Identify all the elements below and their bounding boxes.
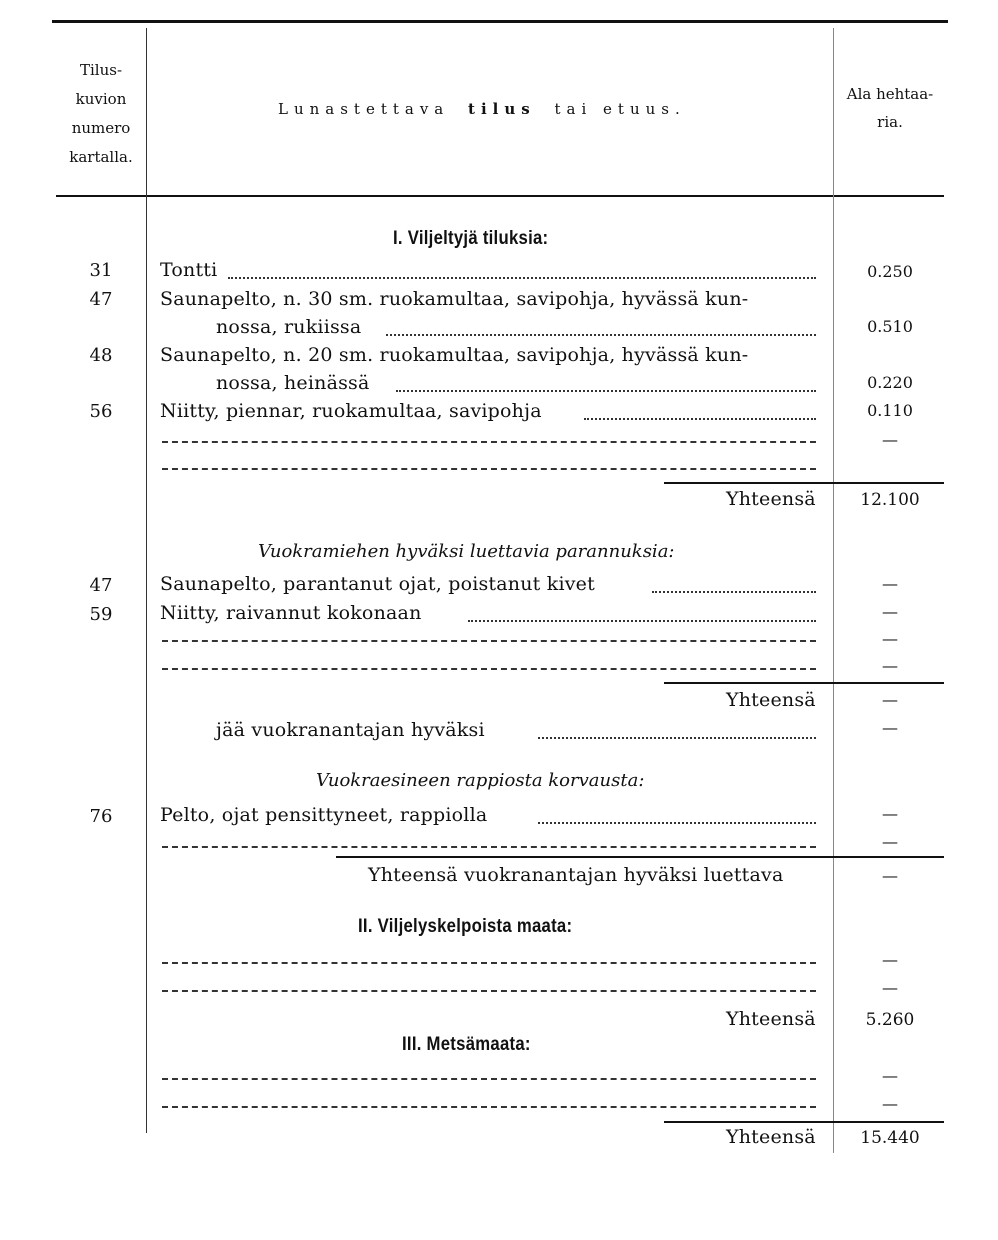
row-text: Pelto, ojat pensittyneet, rappiolla [160,804,488,826]
row-area: — [882,804,898,823]
row-text: Saunapelto, n. 30 sm. ruokamultaa, savipohja, hyvässä kun- [160,288,749,310]
row-text: Saunapelto, n. 20 sm. ruokamultaa, savipohja, hyvässä kun- [160,344,749,366]
blank-area: — [882,430,898,449]
header-col2 [278,100,686,118]
leader-dots [538,822,816,824]
row-number: 31 [89,260,113,281]
total-label: Yhteensä [726,1008,816,1030]
blank-area: — [882,1094,898,1113]
blank-area: — [882,832,898,851]
blank-row-dashes [162,846,816,848]
header-col3-line: ria. [877,113,903,131]
total-label: Yhteensä [726,488,816,510]
total-label: Yhteensä [726,1126,816,1148]
header-col1-line: kartalla. [69,148,133,166]
total-rule [336,856,944,858]
header-col1-line: kuvion [75,90,127,108]
total-value: 12.100 [860,490,920,510]
total-rule [664,482,944,484]
blank-row-dashes [162,441,816,443]
blank-area: — [882,656,898,675]
row-text: Tontti [160,259,218,281]
blank-row-dashes [162,990,816,992]
total-value: 15.440 [860,1128,920,1148]
total-rule [664,1121,944,1123]
row-area: 0.110 [867,401,913,420]
column-divider-right [833,28,834,1153]
row-text: Saunapelto, parantanut ojat, poistanut kivet [160,573,595,595]
remaining-value: — [882,718,898,737]
leader-dots [538,737,816,739]
total-value: 5.260 [865,1010,915,1030]
leader-dots [652,591,816,593]
row-area: 0.250 [867,262,913,281]
section2-title: II. Viljelyskelpoista maata: [358,916,573,937]
row-area: — [882,602,898,621]
blank-area: — [882,978,898,997]
header-col1-line: Tilus- [79,61,123,79]
blank-row-dashes [162,962,816,964]
row-text-continued: nossa, heinässä [216,372,370,394]
row-number: 47 [89,289,113,310]
header-col1 [56,56,146,172]
row-text-continued: nossa, rukiissa [216,316,362,338]
leader-dots [396,390,816,392]
column-divider-left [146,28,147,1133]
header-col1-line: numero [71,119,131,137]
blank-row-dashes [162,1106,816,1108]
row-number: 59 [89,604,113,625]
total-label: Yhteensä vuokranantajan hyväksi luettava [368,864,784,886]
row-area: 0.220 [867,373,913,392]
blank-area: — [882,629,898,648]
row-number: 48 [89,345,113,366]
header-col2-rest: tai etuus. [554,100,686,118]
total-rule [664,682,944,684]
improvements-title: Vuokramiehen hyväksi luettavia parannuksia: [258,541,675,562]
header-col3 [835,80,945,136]
blank-row-dashes [162,1078,816,1080]
remaining-label: jää vuokranantajan hyväksi [216,719,485,741]
total-label: Yhteensä [726,689,816,711]
leader-dots [468,620,816,622]
leader-dots [584,418,816,420]
blank-area: — [882,950,898,969]
blank-row-dashes [162,668,816,670]
row-number: 56 [89,401,113,422]
blank-row-dashes [162,640,816,642]
blank-row-dashes [162,468,816,470]
row-number: 76 [89,806,113,827]
total-value: — [882,690,898,709]
header-col2-middle: tilus [468,100,536,118]
row-text: Niitty, raivannut kokonaan [160,602,422,624]
header-col3-line: Ala hehtaa- [846,85,934,103]
leader-dots [386,334,816,336]
row-area: 0.510 [867,317,913,336]
row-number: 47 [89,575,113,596]
top-rule [52,20,948,23]
compensation-title: Vuokraesineen rappiosta korvausta: [316,770,645,791]
header-col2-prefix: Lunastettava [278,100,450,118]
total-value: — [882,866,898,885]
row-area: — [882,574,898,593]
header-bottom-rule [56,195,944,197]
blank-area: — [882,1066,898,1085]
row-text: Niitty, piennar, ruokamultaa, savipohja [160,400,542,422]
section1-title: I. Viljeltyjä tiluksia: [393,228,549,249]
leader-dots [228,277,816,279]
section3-title: III. Metsämaata: [402,1034,531,1055]
